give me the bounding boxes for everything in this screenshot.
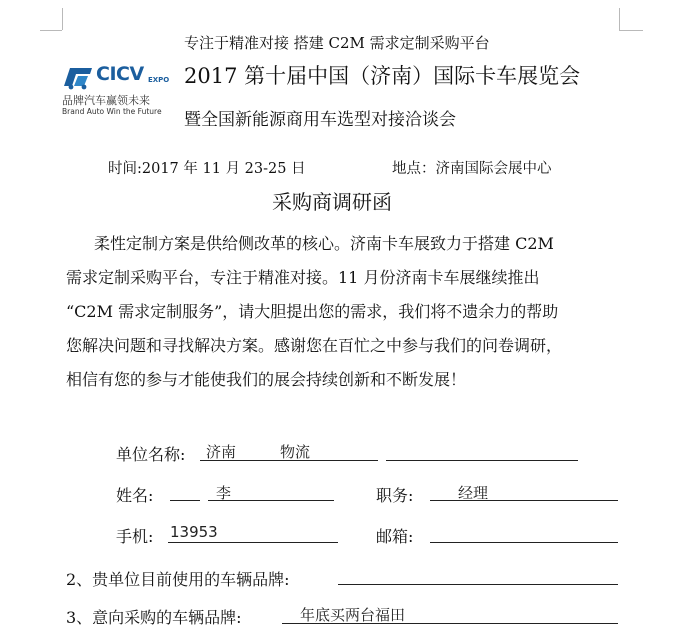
crop-mark-left xyxy=(40,30,62,31)
q3-value[interactable]: 年底买两台福田 xyxy=(300,606,406,624)
crop-mark-right xyxy=(619,30,643,31)
email-underline xyxy=(430,542,618,543)
document-subtitle: 暨全国新能源商用车选型对接洽谈会 xyxy=(184,110,456,130)
q2-label: 2、贵单位目前使用的车辆品牌: xyxy=(66,570,290,589)
logo-expo: EXPO xyxy=(148,76,170,84)
company-underline-2 xyxy=(386,460,578,461)
phone-label: 手机: xyxy=(116,527,154,546)
header-slogan: 专注于精准对接 搭建 C2M 需求定制采购平台 xyxy=(184,34,490,52)
company-underline xyxy=(200,460,378,461)
paragraph-line: 您解决问题和寻找解决方案。感谢您在百忙之中参与我们的问卷调研， xyxy=(66,336,563,355)
phone-value[interactable]: 13953 xyxy=(170,523,218,541)
company-value-suffix: 物流 xyxy=(280,443,311,461)
position-label: 职务: xyxy=(376,486,414,505)
event-place: 地点：济南国际会展中心 xyxy=(392,161,552,177)
paragraph-line: 柔性定制方案是供给侧改革的核心。济南卡车展致力于搭建 C2M xyxy=(94,234,554,253)
q2-underline xyxy=(338,584,618,585)
company-value[interactable]: 济南 xyxy=(206,443,237,461)
position-value[interactable]: 经理 xyxy=(458,484,489,502)
phone-underline xyxy=(168,542,338,543)
letter-heading: 采购商调研函 xyxy=(272,190,392,214)
email-label: 邮箱: xyxy=(376,527,414,546)
cicv-logo xyxy=(62,62,172,120)
paragraph-line: 相信有您的参与才能使我们的展会持续创新和不断发展！ xyxy=(66,370,467,389)
position-underline xyxy=(430,500,618,501)
q3-label: 3、意向采购的车辆品牌: xyxy=(66,608,242,627)
paragraph-line: 需求定制采购平台，专注于精准对接。11 月份济南卡车展继续推出 xyxy=(66,268,540,287)
company-label: 单位名称: xyxy=(116,445,186,464)
crop-mark-right xyxy=(619,8,620,30)
name-underline-2 xyxy=(208,500,334,501)
logo-brand: CICV xyxy=(96,63,144,85)
name-underline xyxy=(170,500,200,501)
logo-tagline-cn: 品牌汽车赢领未来 xyxy=(62,94,150,107)
name-label: 姓名: xyxy=(116,486,154,505)
truck-logo-icon xyxy=(62,64,96,90)
event-time: 时间:2017 年 11 月 23-25 日 xyxy=(108,161,306,177)
q3-underline xyxy=(282,623,618,624)
name-value[interactable]: 李 xyxy=(216,484,232,502)
paragraph-line: “C2M 需求定制服务”，请大胆提出您的需求，我们将不遗余力的帮助 xyxy=(66,302,559,321)
logo-tagline-en: Brand Auto Win the Future xyxy=(62,107,162,116)
crop-mark-left xyxy=(62,8,63,30)
document-title: 2017 第十届中国（济南）国际卡车展览会 xyxy=(184,64,581,88)
